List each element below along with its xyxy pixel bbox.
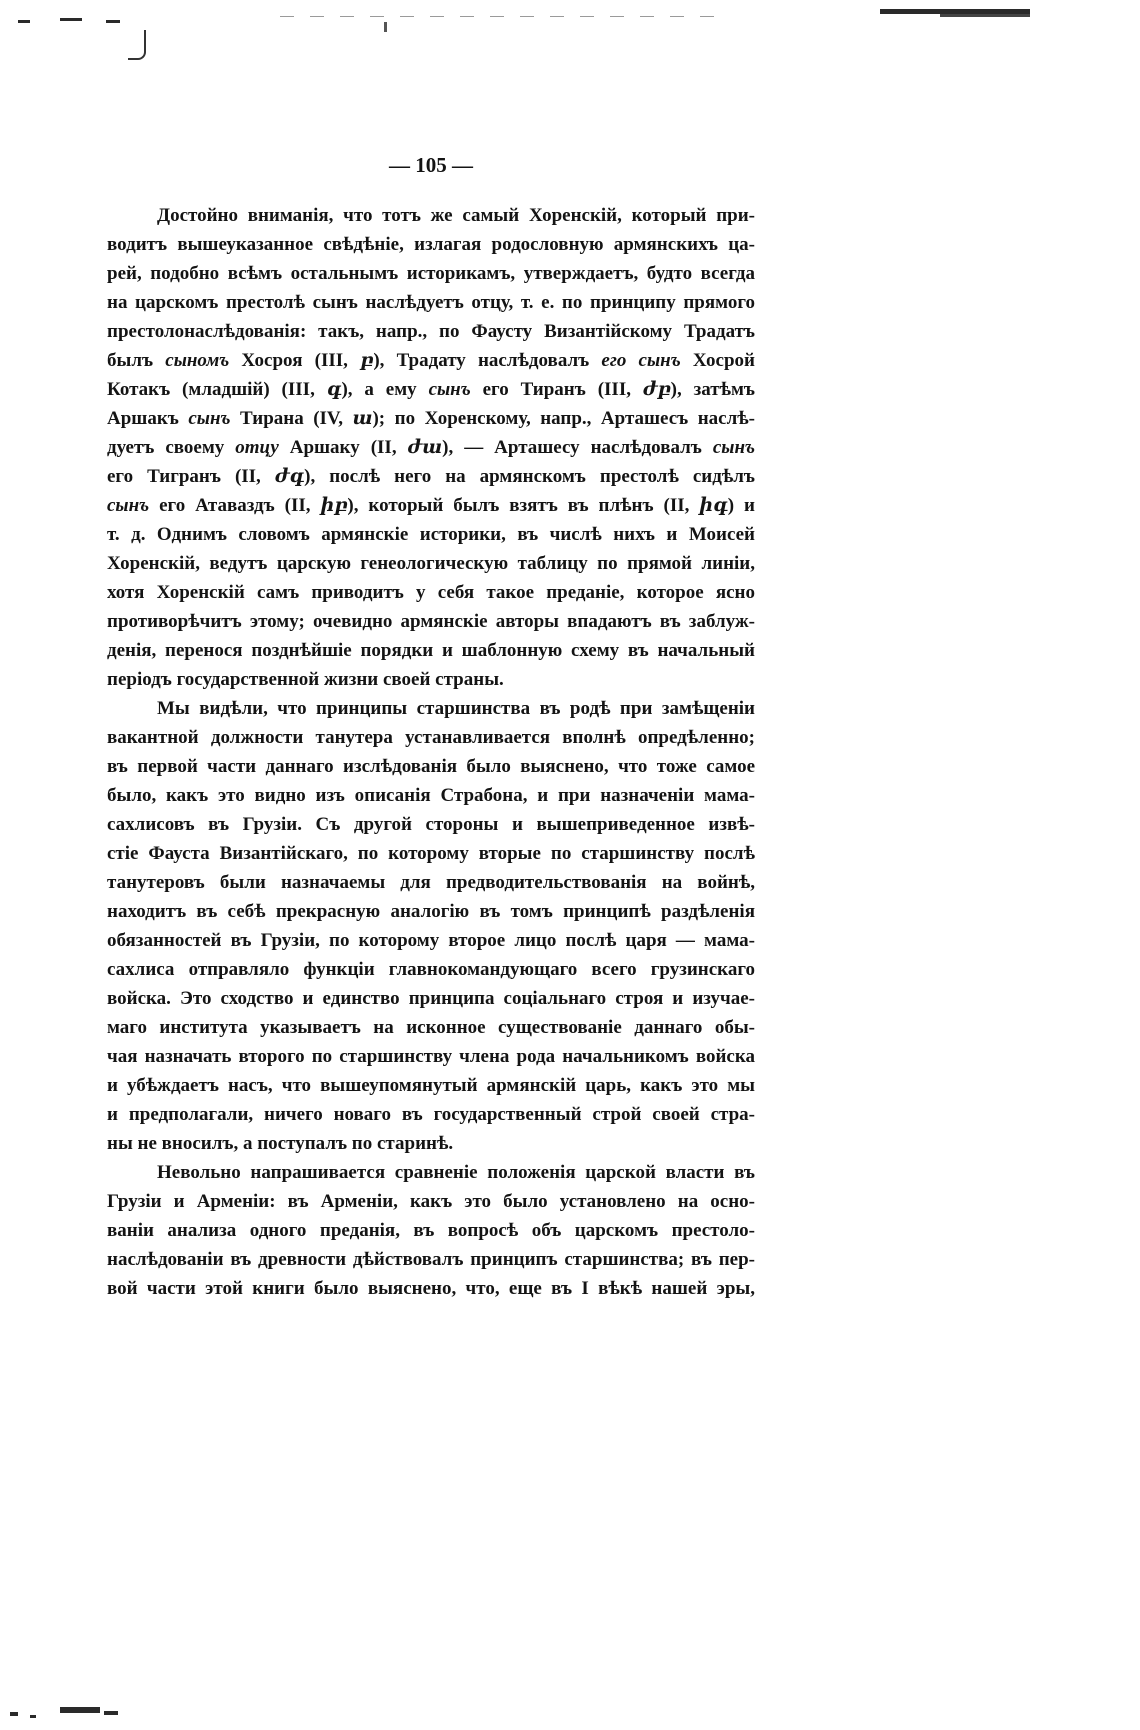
text-line: и предполагали, ничего новаго въ государственный строй своей стра- <box>107 1104 755 1125</box>
text-run: Аршакъ <box>107 408 189 429</box>
scan-artifact <box>18 20 30 23</box>
scan-artifact <box>30 1715 36 1718</box>
text-line: въ первой части даннаго изслѣдованія было выяснено, что тоже самое <box>107 756 755 777</box>
italic-run: բ <box>360 350 374 371</box>
text-line: Невольно напрашивается сравненіе положенія царской власти въ <box>157 1162 755 1183</box>
italic-run: ժգ <box>274 466 305 487</box>
italic-run: сынъ <box>188 408 231 429</box>
text-run: ), — Арташесу наслѣдовалъ <box>442 437 713 458</box>
scan-artifact <box>106 20 120 23</box>
paragraph <box>107 1158 755 1303</box>
paragraph <box>107 694 755 1158</box>
text-line: танутеровъ были назначаемы для предводительствованія на войнѣ, <box>107 872 755 893</box>
scan-artifact <box>940 14 1030 17</box>
text-line: рей, подобно всѣмъ остальнымъ историкамъ, утверждаетъ, будто всегда <box>107 263 755 284</box>
text-line: противорѣчитъ этому; очевидно армянскіе авторы впадаютъ въ заблуж- <box>107 611 755 632</box>
text-run: Хосрой <box>680 350 755 371</box>
text-line: престолонаслѣдованія: такъ, напр., по Фаусту Византійскому Традатъ <box>107 321 755 342</box>
text-run: ); по Хоренскому, напр., Арташесъ наслѣ- <box>372 408 756 429</box>
text-line: хотя Хоренскій самъ приводитъ у себя такое преданіе, которое ясно <box>107 582 755 603</box>
text-line: ваніи анализа одного преданія, въ вопросѣ объ царскомъ престоло- <box>107 1220 755 1241</box>
italic-run: сынъ <box>712 437 756 458</box>
text-line: ны не вносилъ, а поступалъ по старинѣ. <box>107 1133 454 1154</box>
text-line: вой части этой книги было выяснено, что, еще въ I вѣкѣ нашей эры, <box>107 1278 755 1299</box>
text-line <box>107 346 755 375</box>
page-number: — 105 — <box>389 153 473 177</box>
scan-artifact <box>60 18 82 21</box>
scan-artifact <box>384 22 387 32</box>
italic-run: его сынъ <box>601 350 681 371</box>
text-run: Хосроя (III, <box>229 350 361 371</box>
body-text <box>107 201 755 1303</box>
text-line <box>107 491 755 520</box>
scan-artifact <box>60 1707 100 1713</box>
text-run: ), Традату наслѣдовалъ <box>373 350 602 371</box>
italic-run: ժա <box>407 437 443 458</box>
text-line <box>107 462 755 491</box>
text-run: его Тигранъ (II, <box>107 466 275 487</box>
text-line: сахлисовъ въ Грузіи. Съ другой стороны и вышеприведенное извѣ- <box>107 814 755 835</box>
text-line: чая назначать второго по старшинству члена рода начальникомъ войска <box>107 1046 755 1067</box>
scan-artifact <box>280 16 720 17</box>
text-line <box>107 404 755 433</box>
italic-run: գ <box>326 379 342 400</box>
text-run: его Тиранъ (III, <box>470 379 643 400</box>
text-line: періодъ государственной жизни своей страны. <box>107 669 504 690</box>
text-line: сахлиса отправляло функціи главнокомандующаго всего грузинскаго <box>107 959 755 980</box>
text-line: войска. Это сходство и единство принципа соціальнаго строя и изучае- <box>107 988 755 1009</box>
text-line <box>107 433 755 462</box>
text-run: ), затѣмъ <box>670 379 756 400</box>
italic-run: ժբ <box>642 379 671 400</box>
italic-run: сынъ <box>428 379 471 400</box>
text-line <box>107 375 755 404</box>
italic-run: իբ <box>320 495 348 516</box>
text-run: былъ <box>107 350 166 371</box>
italic-run: ա <box>352 408 373 429</box>
text-line: стіе Фауста Византійскаго, по которому вторые по старшинству послѣ <box>107 843 755 864</box>
italic-run: сыномъ <box>165 350 230 371</box>
text-line: Хоренскій, ведутъ царскую генеологическую таблицу по прямой линіи, <box>107 553 755 574</box>
text-line: и убѣждаетъ насъ, что вышеупомянутый армянскій царь, какъ это мы <box>107 1075 755 1096</box>
scan-artifact <box>128 30 146 60</box>
italic-run: отцу <box>235 437 279 458</box>
italic-run: сынъ <box>107 495 150 516</box>
text-run: его Атаваздъ (II, <box>149 495 321 516</box>
scan-artifact <box>104 1711 118 1715</box>
italic-run: իգ <box>699 495 728 516</box>
text-line: денія, перенося позднѣйшіе порядки и шаблонную схему въ начальный <box>107 640 755 661</box>
text-line: находитъ въ себѣ прекрасную аналогію въ томъ принципѣ раздѣленія <box>107 901 755 922</box>
text-run: ), который былъ взятъ въ плѣнъ (II, <box>347 495 700 516</box>
text-line: Достойно вниманія, что тотъ же самый Хоренскій, который при- <box>157 205 755 226</box>
text-line: водитъ вышеуказанное свѣдѣніе, излагая родословную армянскихъ ца- <box>107 234 755 255</box>
text-line: т. д. Однимъ словомъ армянскіе историки, въ числѣ нихъ и Моисей <box>107 524 755 545</box>
text-line: было, какъ это видно изъ описанія Страбона, и при назначеніи мама- <box>107 785 755 806</box>
text-line: наслѣдованіи въ древности дѣйствовалъ принципъ старшинства; въ пер- <box>107 1249 755 1270</box>
text-line: обязанностей въ Грузіи, по которому второе лицо послѣ царя — мама- <box>107 930 755 951</box>
text-line: Грузіи и Арменіи: въ Арменіи, какъ это было установлено на осно- <box>107 1191 755 1212</box>
text-run: дуетъ своему <box>107 437 236 458</box>
text-line: Мы видѣли, что принципы старшинства въ родѣ при замѣщеніи <box>157 698 755 719</box>
text-run: Тирана (IV, <box>230 408 353 429</box>
text-line: на царскомъ престолѣ сынъ наслѣдуетъ отцу, т. е. по принципу прямого <box>107 292 755 313</box>
text-run: ) и <box>727 495 756 516</box>
text-run: ), а ему <box>341 379 429 400</box>
text-line: вакантной должности танутера устанавливается вполнѣ опредѣленно; <box>107 727 755 748</box>
text-line: маго института указываетъ на исконное существованіе даннаго обы- <box>107 1017 755 1038</box>
scan-artifact <box>10 1712 18 1716</box>
paragraph <box>107 201 755 694</box>
text-run: ), послѣ него на армянскомъ престолѣ сидѣлъ <box>304 466 755 487</box>
text-run: Аршаку (II, <box>278 437 408 458</box>
text-run: Котакъ (младшій) (III, <box>107 379 327 400</box>
